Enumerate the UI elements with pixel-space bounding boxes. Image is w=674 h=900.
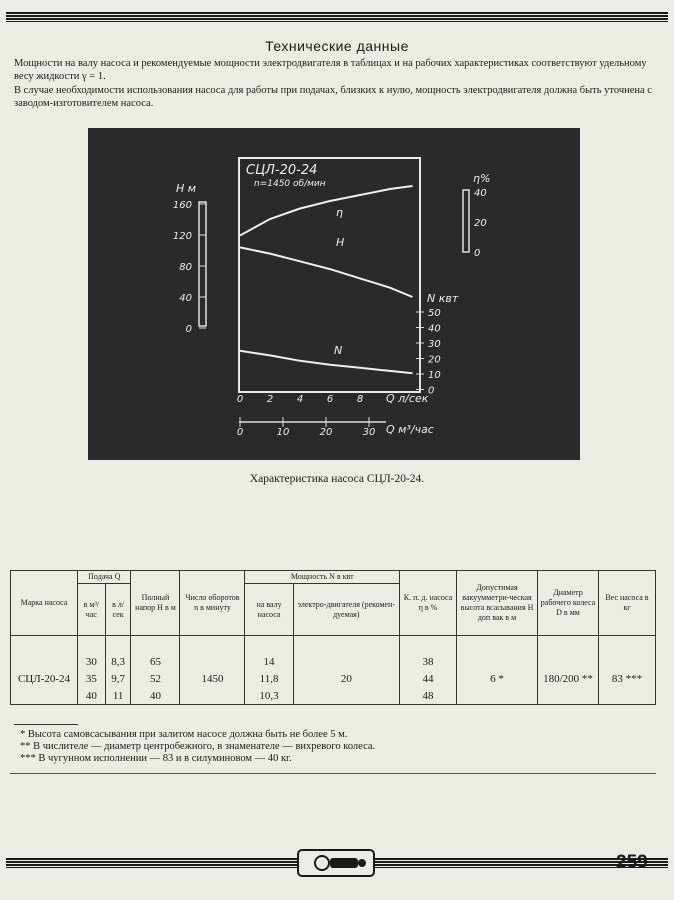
cell-head-2: 40 [131, 687, 180, 705]
curve-n [240, 351, 413, 373]
cell-flow-m3-1: 35 [78, 670, 106, 687]
cell-flow-m3-2: 40 [78, 687, 106, 705]
th-rpm: Число оборотов n в минуту [180, 571, 245, 636]
th-power-motor: электро-двигателя (рекомен-дуемая) [293, 584, 399, 636]
eta-tick-label: 0 [474, 248, 481, 259]
n-tick-label: 10 [428, 370, 441, 381]
eta-axis-label: η% [473, 172, 491, 185]
h-tick-label: 160 [172, 200, 192, 211]
h-tick-label: 0 [185, 324, 192, 335]
cell-power-motor: 20 [293, 670, 399, 687]
cell-flow-ls-0: 8,3 [105, 653, 131, 670]
q-m3-tick-label: 20 [319, 427, 333, 438]
top-border-band [6, 12, 668, 22]
q-m3-tick-label: 10 [276, 427, 290, 438]
th-diam: Диаметр рабочего колеса D в мм [538, 571, 599, 636]
q-ls-tick-label: 4 [296, 394, 304, 405]
page-title: Технические данные [265, 38, 409, 54]
footnote-3: *** В чугунном исполнении — 83 и в силуминовом — 40 кг. [20, 753, 292, 764]
cell-eff-0: 38 [400, 653, 457, 670]
cell-vac: 6 * [457, 670, 538, 687]
h-curve-label: H [336, 236, 345, 249]
th-flow-ls: в л/сек [105, 584, 131, 636]
footnote-1: * Высота самовсасывания при залитом насосе должна быть не более 5 м. [20, 729, 348, 740]
th-weight: Вес насоса в кг [599, 571, 656, 636]
n-tick-label: 50 [428, 308, 441, 319]
chart-speed-label: n=1450 об/мин [254, 179, 326, 189]
n-tick-label: 20 [428, 354, 441, 366]
cell-weight: 83 *** [599, 670, 656, 687]
th-power: Мощность N в квт [245, 571, 400, 584]
th-brand: Марка насоса [11, 571, 78, 636]
q-m3-axis-label: Q м³/час [386, 423, 434, 436]
n-curve-label: N [334, 344, 343, 357]
pump-chart-panel [88, 128, 580, 460]
h-tick-label: 80 [179, 262, 192, 273]
cell-head-1: 52 [131, 670, 180, 687]
cell-flow-ls-2: 11 [105, 687, 131, 705]
chart-frame [239, 158, 420, 392]
table-row [11, 653, 656, 670]
cell-flow-ls-1: 9,7 [105, 670, 131, 687]
eta-curve-label: η [336, 206, 343, 219]
spec-table [10, 570, 656, 705]
pump-chart [88, 128, 580, 460]
cell-eff-1: 44 [400, 670, 457, 687]
q-ls-axis-label: Q л/сек [386, 392, 429, 405]
table-row [11, 687, 656, 705]
cell-power-shaft-0: 14 [245, 653, 293, 670]
curve-eta [240, 186, 413, 236]
pump-ornament-icon [296, 846, 376, 880]
chart-model-label: СЦЛ-20-24 [246, 163, 318, 178]
q-ls-tick-label: 0 [236, 394, 244, 405]
n-axis-label: N квт [427, 292, 459, 305]
n-tick-label: 30 [428, 339, 441, 350]
th-flow-m3: в м³/час [78, 584, 106, 636]
chart-caption: Характеристика насоса СЦЛ-20-24. [249, 473, 425, 485]
q-ls-tick-label: 6 [326, 394, 334, 405]
h-tick-label: 120 [172, 231, 192, 242]
h-scale-bar [199, 202, 206, 326]
n-tick-label: 0 [428, 385, 435, 397]
curve-h [240, 247, 413, 297]
q-m3-tick-label: 0 [236, 427, 244, 438]
h-tick-label: 40 [179, 293, 192, 304]
cell-flow-m3-0: 30 [78, 653, 106, 670]
cell-diam: 180/200 ** [538, 670, 599, 687]
intro-paragraph-1: Мощности на валу насоса и рекомендуемые мощности электродвигателя в таблицах и на рабочих характеристиках соответствуют удельному весу жидкости γ = 1. [14, 58, 647, 82]
cell-rpm: 1450 [180, 670, 245, 687]
q-ls-tick-label: 8 [356, 394, 364, 405]
th-head: Полный напор H в м [131, 571, 180, 636]
cell-eff-2: 48 [400, 687, 457, 705]
cell-brand [11, 653, 78, 670]
q-ls-tick-label: 2 [266, 394, 274, 405]
footnote-2: ** В числителе — диаметр центробежного, в знаменателе — вихревого колеса. [20, 741, 376, 752]
n-tick-label: 40 [428, 323, 441, 335]
h-axis-label: H м [176, 182, 197, 195]
cell-power-shaft-2: 10,3 [245, 687, 293, 705]
page-number: 259 [616, 852, 648, 873]
table-row [11, 670, 656, 687]
footnote-divider [14, 724, 78, 725]
th-power-shaft: на валу насоса [245, 584, 293, 636]
eta-tick-label: 20 [474, 218, 487, 229]
eta-scale-bar [463, 190, 469, 252]
footnote-bottom-rule [10, 773, 656, 774]
cell-power-shaft-1: 11,8 [245, 670, 293, 687]
intro-paragraph-2: В случае необходимости использования насоса для работы при подачах, близких к нулю, мощность электродвигателя должна быть уточнена с заводом-изготовителем насоса. [14, 85, 652, 109]
cell-head-0: 65 [131, 653, 180, 670]
th-flow: Подача Q [78, 571, 131, 584]
th-vac: Допустимая вакуумметри-ческая высота всасывания H доп вак в м [457, 571, 538, 636]
eta-tick-label: 40 [474, 188, 487, 199]
th-eff: К. п. д. насоса η в % [400, 571, 457, 636]
cell-brand-name: СЦЛ-20-24 [11, 670, 78, 687]
q-m3-tick-label: 30 [362, 427, 376, 438]
